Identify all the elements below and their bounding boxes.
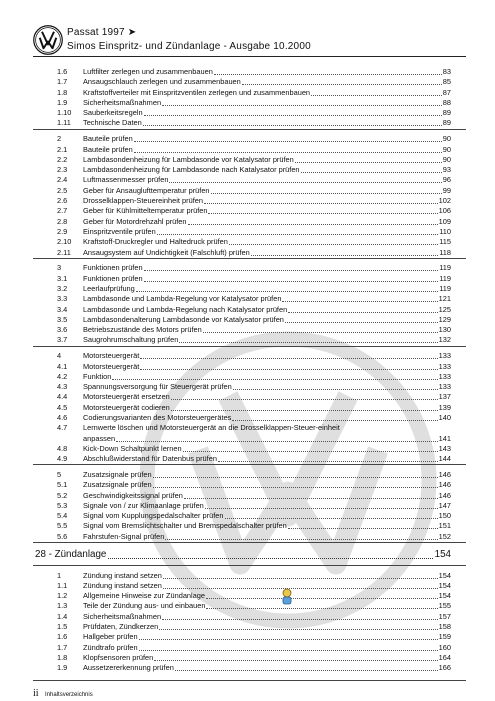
chapter-heading[interactable] <box>0 547 495 563</box>
dot-leader <box>116 434 438 442</box>
toc-entry[interactable] <box>0 263 495 273</box>
toc-entry-page: 93 <box>442 165 451 175</box>
toc-entry-page: 90 <box>442 144 451 154</box>
toc-entry-number: 3.1 <box>57 273 68 283</box>
toc-entry[interactable] <box>0 118 495 128</box>
toc-entry-title: Lambdasonde und Lambda-Regelung vor Katalysator prüfen <box>83 294 282 304</box>
dot-leader <box>134 134 442 142</box>
toc-entry-number: 2.8 <box>57 216 68 226</box>
toc-entry-page: 110 <box>439 226 451 236</box>
toc-entry-page: 96 <box>442 175 451 185</box>
chapter-divider <box>33 542 466 543</box>
toc-entry-page: 118 <box>439 247 451 257</box>
toc-entry-number: 1.7 <box>57 77 68 87</box>
toc-entry-title: Kraftstoffverteiler mit Einspritzventilen zerlegen und zusammenbauen <box>83 87 311 97</box>
toc-entry[interactable] <box>0 643 495 653</box>
toc-entry-title: Motorsteuergerät ersetzen <box>83 392 170 402</box>
toc-entry-page: 151 <box>438 521 451 531</box>
dot-leader <box>184 491 438 499</box>
dot-leader <box>139 632 438 640</box>
dot-leader <box>134 145 442 153</box>
toc-entry-page: 139 <box>438 402 451 412</box>
toc-entry[interactable] <box>0 108 495 118</box>
dot-leader <box>285 315 438 323</box>
toc-entry-page: 125 <box>438 304 451 314</box>
toc-entry-title: Funktionen prüfen <box>83 263 143 273</box>
toc-entry-page: 119 <box>439 273 451 283</box>
toc-entry-title: Motorsteuergerät <box>83 351 140 361</box>
toc-entry[interactable] <box>0 155 495 165</box>
toc-entry-page: 154 <box>438 591 451 601</box>
toc-entry-number: 1.7 <box>57 642 68 652</box>
section-divider <box>33 129 466 130</box>
toc-entry-page: 133 <box>438 361 451 371</box>
toc-entry[interactable] <box>0 521 495 531</box>
toc-entry-number: 1.5 <box>57 622 68 632</box>
toc-entry-page: 132 <box>438 335 451 345</box>
manual-subtitle: Simos Einspritz- und Zündanlage - Ausgabe 10.2000 <box>67 41 311 52</box>
toc-entry-number: 3 <box>57 263 62 273</box>
dot-leader <box>153 470 438 478</box>
dot-leader <box>171 403 438 411</box>
toc-entry[interactable] <box>0 67 495 77</box>
vw-logo-icon <box>33 25 63 55</box>
toc-entry-page: 164 <box>438 652 451 662</box>
toc-entry-page: 99 <box>442 185 451 195</box>
toc-entry[interactable] <box>0 294 495 304</box>
toc-entry-page: 119 <box>439 263 451 273</box>
dot-leader <box>211 186 442 194</box>
toc-entry-title: Ansaugsystem auf Undichtigkeit (Falschluft) prüfen <box>83 247 250 257</box>
toc-entry-title: Sauberkeitsregeln <box>83 108 143 118</box>
toc-entry-number: 1.6 <box>57 67 68 76</box>
toc-entry[interactable] <box>0 315 495 325</box>
toc-entry[interactable] <box>0 145 495 155</box>
toc-entry-page: 137 <box>438 392 451 402</box>
toc-entry-page: 90 <box>442 154 451 164</box>
toc-entry[interactable] <box>0 470 495 480</box>
toc-entry-page: 90 <box>442 134 451 144</box>
dot-leader <box>112 372 437 380</box>
dot-leader <box>169 175 441 183</box>
toc-entry-number: 4.7 <box>57 423 68 433</box>
toc-entry[interactable] <box>0 227 495 237</box>
toc-entry-title: Geber für Ansauglufttemperatur prüfen <box>83 185 210 195</box>
toc-entry-number: 1.11 <box>57 118 71 128</box>
toc-entry-page: 106 <box>438 206 451 216</box>
toc-entry-page: 158 <box>438 622 451 632</box>
toc-entry-number: 2 <box>57 134 62 144</box>
dot-leader <box>295 155 442 163</box>
toc-entry-title: Technische Daten <box>83 118 142 128</box>
toc-entry-title: Kraftstoff-Druckregler und Haltedruck prüfen <box>83 237 228 247</box>
section-divider <box>33 464 466 465</box>
toc-entry-page: 102 <box>438 196 451 206</box>
dot-leader <box>183 444 438 452</box>
toc-entry-number: 4.1 <box>57 361 68 371</box>
dot-leader <box>153 480 438 488</box>
toc-entry-number: 5.5 <box>57 521 68 531</box>
toc-entry-page: 130 <box>438 325 451 335</box>
toc-entry-number: 4.4 <box>57 392 68 402</box>
toc-entry[interactable] <box>0 581 495 591</box>
dot-leader <box>108 547 432 559</box>
toc-entry[interactable] <box>0 591 495 601</box>
toc-entry[interactable] <box>0 612 495 622</box>
dot-leader <box>203 325 438 333</box>
toc-entry[interactable] <box>0 501 495 511</box>
toc-entry-title: Motorsteuergerät <box>83 361 140 371</box>
dot-leader <box>204 196 438 204</box>
dot-leader <box>163 571 438 579</box>
toc-entry-page: 85 <box>442 77 451 87</box>
toc-entry-number: 4.6 <box>57 413 68 422</box>
toc-entry[interactable] <box>0 335 495 345</box>
toc-entry-title: Spannungsversorgung für Steuergerät prüfen <box>83 382 232 392</box>
dot-leader <box>218 454 438 462</box>
toc-entry[interactable] <box>0 491 495 501</box>
toc-entry-title: Prüfdaten, Zündkerzen <box>83 622 159 632</box>
toc-entry-page: 154 <box>438 570 451 580</box>
toc-entry-page: 87 <box>442 87 451 97</box>
toc-entry-title: Leerlaufprüfung <box>83 283 135 293</box>
toc-entry-number: 1.2 <box>57 591 68 601</box>
dot-leader <box>208 206 437 214</box>
dot-leader <box>232 413 437 421</box>
toc-section-list <box>0 67 495 543</box>
toc-entry-number: 2.3 <box>57 165 68 175</box>
header-rule <box>33 56 466 57</box>
toc-entry-number: 5.2 <box>57 490 68 500</box>
section-divider <box>33 258 466 259</box>
manual-title: Passat 1997 ➤ <box>67 27 137 38</box>
page-header <box>0 0 495 60</box>
toc-entry[interactable] <box>0 632 495 642</box>
dot-leader <box>282 294 437 302</box>
toc-entry-number: 2.11 <box>57 247 71 257</box>
toc-entry-page: 133 <box>438 351 451 361</box>
dot-leader <box>288 305 437 313</box>
toc-entry-title: Klopfsensoren prüfen <box>83 652 154 662</box>
section-divider <box>33 565 466 566</box>
toc-entry-title: Funktionen prüfen <box>83 273 143 283</box>
toc-entry-number: 4 <box>57 351 62 361</box>
chapter-page: 154 <box>434 549 451 561</box>
toc-entry-page: 89 <box>442 108 451 118</box>
toc-entry[interactable] <box>0 444 495 454</box>
toc-entry-title: Luftfilter zerlegen und zusammenbauen <box>83 67 213 76</box>
toc-entry-title: Geber für Motordrehzahl prüfen <box>83 216 187 226</box>
toc-entry-number: 4.8 <box>57 443 68 453</box>
toc-entry-page: 109 <box>438 216 451 226</box>
toc-entry[interactable] <box>0 175 495 185</box>
toc-entry[interactable] <box>0 372 495 382</box>
toc-entry-number: 1.1 <box>57 580 68 590</box>
dot-leader <box>301 165 442 173</box>
toc-entry-title: Drosselklappen-Steuereinheit prüfen <box>83 196 203 206</box>
toc-entry-title: Zündtrafo prüfen <box>83 642 138 652</box>
dot-leader <box>214 67 442 75</box>
dot-leader <box>188 217 438 225</box>
dot-leader <box>136 284 438 292</box>
toc-entry-title: Aussetzererkennung prüfen <box>83 663 174 673</box>
toc-entry-number: 2.10 <box>57 237 72 247</box>
page-number: ii <box>33 688 39 699</box>
toc-entry[interactable] <box>0 423 495 444</box>
toc-entry-number: 5.3 <box>57 500 68 510</box>
toc-entry-number: 3.6 <box>57 325 68 335</box>
toc-entry-title: Codierungsvarianten des Motorsteuergerätes <box>83 413 232 422</box>
dot-leader <box>242 77 442 85</box>
toc-entry-number: 1.10 <box>57 108 72 118</box>
dot-leader <box>225 511 438 519</box>
footer-rule <box>33 680 466 681</box>
toc-entry-number: 5.6 <box>57 531 68 541</box>
toc-entry-title-line: Lernwerte löschen und Motorsteuergerät an die Drosselklappen-Steuer-einheit <box>83 423 340 433</box>
toc-entry[interactable] <box>0 392 495 402</box>
toc-entry-page: 144 <box>438 454 451 464</box>
toc-entry-page: 129 <box>438 314 451 324</box>
dot-leader <box>229 237 438 245</box>
dot-leader <box>206 601 437 609</box>
toc-entry-title: Lambdasondenalterung Lambdasonde vor Katalysator prüfen <box>83 314 284 324</box>
section-divider <box>33 346 466 347</box>
toc-entry-title: Signale von / zur Klimaanlage prüfen <box>83 500 204 510</box>
dot-leader <box>143 118 442 126</box>
dot-leader <box>144 274 439 282</box>
toc-entry[interactable] <box>0 217 495 227</box>
toc-entry[interactable] <box>0 601 495 611</box>
toc-entry-page: 147 <box>438 500 451 510</box>
toc-entry[interactable] <box>0 237 495 247</box>
dot-leader <box>157 227 438 235</box>
toc-entry-page: 143 <box>438 443 451 453</box>
toc-entry-number: 4.5 <box>57 402 68 412</box>
toc-entry[interactable] <box>0 571 495 581</box>
dot-leader <box>165 532 437 540</box>
dot-leader <box>162 612 438 620</box>
toc-entry-number: 1.8 <box>57 652 68 662</box>
toc-entry-page: 166 <box>438 663 451 673</box>
dot-leader <box>311 88 442 96</box>
toc-entry-page: 146 <box>438 490 451 500</box>
toc-entry-title: Saugrohrumschaltung prüfen <box>83 335 179 345</box>
toc-entry-title: Zusatzsignale prüfen <box>83 469 152 479</box>
toc-entry[interactable] <box>0 362 495 372</box>
toc-entry-title: Funktion <box>83 371 112 381</box>
dot-leader <box>233 382 438 390</box>
toc-entry[interactable] <box>0 98 495 108</box>
toc-entry-number: 3.7 <box>57 335 68 345</box>
toc-entry[interactable] <box>0 196 495 206</box>
toc-entry-page: 89 <box>442 118 451 128</box>
dot-leader <box>163 581 438 589</box>
toc-entry-number: 1 <box>57 570 62 580</box>
dot-leader <box>288 521 438 529</box>
toc-entry[interactable] <box>0 134 495 144</box>
toc-entry[interactable] <box>0 325 495 335</box>
toc-entry-title: Lambdasondenheizung für Lambdasonde vor Katalysator prüfen <box>83 154 294 164</box>
toc-entry-page: 133 <box>438 371 451 381</box>
toc-entry-number: 5 <box>57 469 62 479</box>
dot-leader <box>206 591 438 599</box>
dot-leader <box>140 362 437 370</box>
dot-leader <box>162 98 442 106</box>
toc-entry-title: Zündung instand setzen <box>83 570 162 580</box>
toc-entry-page: 159 <box>438 632 451 642</box>
toc-entry[interactable] <box>0 88 495 98</box>
toc-entry-number: 2.4 <box>57 175 68 185</box>
dot-leader <box>140 351 437 359</box>
toc-entry-number: 1.8 <box>57 87 68 97</box>
toc-entry[interactable] <box>0 186 495 196</box>
dot-leader <box>205 501 438 509</box>
toc-entry[interactable] <box>0 454 495 464</box>
toc-entry-number: 1.9 <box>57 663 68 673</box>
dot-leader <box>144 263 439 271</box>
toc-entry-number: 1.6 <box>57 632 68 642</box>
toc-entry-page: 140 <box>438 413 451 422</box>
toc-entry-page: 119 <box>439 283 451 293</box>
toc-entry-number: 5.4 <box>57 511 68 521</box>
toc-entry-number: 4.9 <box>57 454 68 464</box>
toc-entry-number: 2.7 <box>57 206 68 216</box>
table-of-contents <box>0 67 495 674</box>
toc-entry-page: 146 <box>438 480 451 490</box>
toc-entry[interactable] <box>0 351 495 361</box>
toc-entry-number: 1.3 <box>57 601 68 611</box>
toc-entry[interactable] <box>0 165 495 175</box>
toc-entry[interactable] <box>0 413 495 423</box>
toc-entry-title: Allgemeine Hinweise zur Zündanlage <box>83 591 206 601</box>
toc-entry-title: Signal vom Bremslichtschalter und Bremspedalschalter prüfen <box>83 521 287 531</box>
toc-entry[interactable] <box>0 274 495 284</box>
toc-entry-title: Kick-Down Schaltpunkt lernen <box>83 443 182 453</box>
toc-entry-page: 160 <box>438 642 451 652</box>
toc-section-list <box>0 565 495 673</box>
dot-leader <box>251 248 438 256</box>
toc-entry-title: Abschlußwiderstand für Datenbus prüfen <box>83 454 217 464</box>
toc-entry-page: 133 <box>438 382 451 392</box>
toc-entry[interactable] <box>0 532 495 542</box>
toc-entry-page: 141 <box>438 433 451 443</box>
dot-leader <box>159 622 437 630</box>
dot-leader <box>144 108 442 116</box>
toc-entry-title: Signal vom Kupplungspedalschalter prüfen <box>83 511 224 521</box>
toc-entry-page: 155 <box>438 601 451 611</box>
toc-entry-title: Hallgeber prüfen <box>83 632 138 642</box>
toc-entry-title: Lambdasonde und Lambda-Regelung nach Katalysator prüfen <box>83 304 288 314</box>
toc-entry-title: Sicherheitsmaßnahmen <box>83 97 162 107</box>
toc-entry-title-cont: anpassen <box>83 433 116 443</box>
toc-entry-number: 3.3 <box>57 294 68 304</box>
toc-entry-title: Einspritzventile prüfen <box>83 226 156 236</box>
toc-entry-title: Luftmassenmesser prüfen <box>83 175 169 185</box>
toc-entry-number: 1.9 <box>57 97 68 107</box>
toc-entry-number: 1.4 <box>57 611 68 621</box>
toc-entry-page: 152 <box>438 531 451 541</box>
toc-entry-page: 83 <box>442 67 451 76</box>
toc-entry-number: 3.5 <box>57 314 68 324</box>
toc-entry-title: Bauteile prüfen <box>83 134 133 144</box>
dot-leader <box>139 643 438 651</box>
toc-entry-page: 115 <box>439 237 451 247</box>
toc-entry-title: Fahrstufen-Signal prüfen <box>83 531 165 541</box>
toc-entry-title: Geschwindigkeitssignal prüfen <box>83 490 183 500</box>
toc-entry-number: 2.9 <box>57 226 68 236</box>
toc-entry-page: 88 <box>442 97 451 107</box>
toc-entry-title: Zusatzsignale prüfen <box>83 480 152 490</box>
toc-entry-title: Zündung instand setzen <box>83 580 162 590</box>
mascot-stamp-icon <box>280 588 294 606</box>
toc-entry-title: Betriebszustände des Motors prüfen <box>83 325 202 335</box>
toc-entry-number: 2.6 <box>57 196 68 206</box>
toc-entry-title: Ansaugschlauch zerlegen und zusammenbauen <box>83 77 241 87</box>
toc-entry-title: Sicherheitsmaßnahmen <box>83 611 162 621</box>
toc-entry-number: 2.2 <box>57 154 68 164</box>
toc-entry-title: Bauteile prüfen <box>83 144 133 154</box>
toc-entry-number: 4.2 <box>57 371 68 381</box>
toc-entry-number: 2.1 <box>57 144 68 154</box>
page-footer <box>33 683 93 701</box>
toc-entry[interactable] <box>0 305 495 315</box>
toc-entry[interactable] <box>0 622 495 632</box>
toc-entry[interactable] <box>0 77 495 87</box>
dot-leader <box>175 663 438 671</box>
toc-entry[interactable] <box>0 653 495 663</box>
toc-entry-number: 3.2 <box>57 283 68 293</box>
toc-entry-page: 154 <box>438 580 451 590</box>
dot-leader <box>179 335 437 343</box>
toc-entry[interactable] <box>0 382 495 392</box>
toc-entry[interactable] <box>0 480 495 490</box>
toc-entry-title: Motorsteuergerät codieren <box>83 402 170 412</box>
toc-entry-page: 121 <box>438 294 451 304</box>
toc-entry-page: 150 <box>438 511 451 521</box>
dot-leader <box>154 653 437 661</box>
toc-entry-title: Geber für Kühlmitteltemperatur prüfen <box>83 206 208 216</box>
toc-entry[interactable] <box>0 206 495 216</box>
toc-entry-page: 146 <box>438 469 451 479</box>
toc-entry[interactable] <box>0 403 495 413</box>
chapter-title: 28 - Zündanlage <box>35 549 107 561</box>
toc-entry-number: 2.5 <box>57 185 68 195</box>
toc-entry-number: 5.1 <box>57 480 68 490</box>
toc-entry-number: 3.4 <box>57 304 68 314</box>
toc-entry[interactable] <box>0 511 495 521</box>
toc-entry[interactable] <box>0 248 495 258</box>
toc-entry[interactable] <box>0 284 495 294</box>
toc-entry-number: 4.3 <box>57 382 68 392</box>
toc-entry[interactable] <box>0 663 495 673</box>
toc-entry-page: 157 <box>438 611 451 621</box>
dot-leader <box>171 392 438 400</box>
footer-label: Inhaltsverzeichnis <box>45 692 93 698</box>
toc-entry-title: Teile der Zündung aus- und einbauen <box>83 601 206 611</box>
toc-entry-title: Lambdasondenheizung für Lambdasonde nach Katalysator prüfen <box>83 165 300 175</box>
